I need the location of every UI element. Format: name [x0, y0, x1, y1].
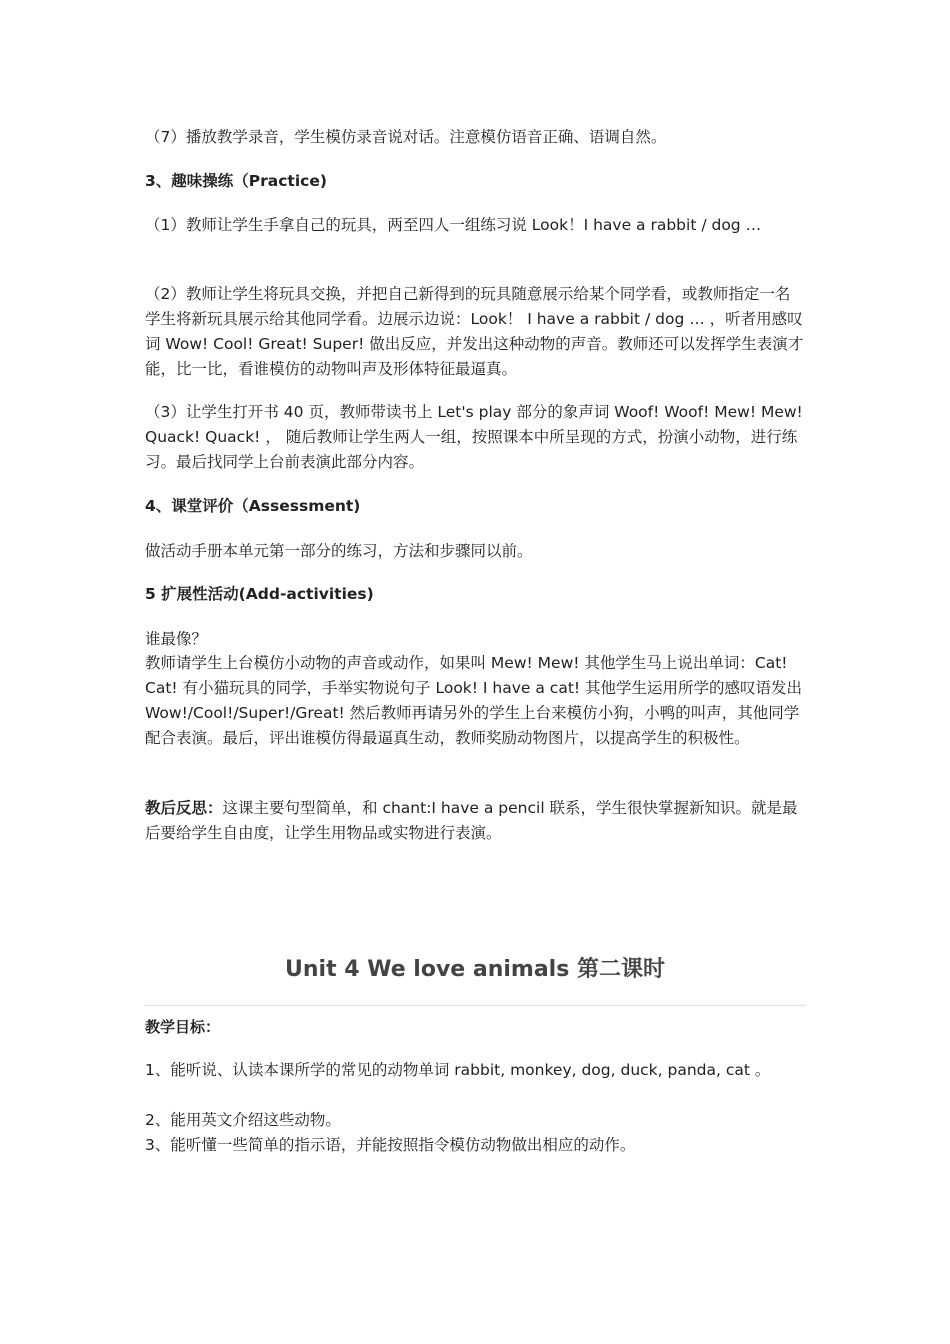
- add-activities-heading: 5 扩展性活动(Add-activities): [145, 585, 374, 603]
- step-7-paragraph: （7）播放教学录音，学生模仿录音说对话。注意模仿语音正确、语调自然。: [145, 128, 667, 146]
- goals-heading: 教学目标：: [145, 1018, 221, 1036]
- practice-step-3: （3）让学生打开书 40 页，教师带读书上 Let's play 部分的象声词 Woof! Woof! Mew! Mew! Quack! Quack! ， 随后教师让学生两人一组，按照课本中所呈现的方式，扮演小动物，进行练习。最后找同学上台前表演此部分内容。: [145, 403, 803, 471]
- practice-step-2: （2）教师让学生将玩具交换，并把自己新得到的玩具随意展示给某个同学看，或教师指定一名学生将新玩具展示给其他同学看。边展示边说：Look！ I have a rabbit / dog … ，听者用感叹词 Wow! Cool! Great! Super! 做出反应，并发出这种动物的声音。教师还可以发挥学生表演才能，比一比，看谁模仿的动物叫声及形体特征最逼真。: [145, 285, 804, 378]
- reflection-text: 这课主要句型简单，和 chant:I have a pencil 联系，学生很快掌握新知识。就是最后要给学生自由度，让学生用物品或实物进行表演。: [145, 799, 798, 842]
- unit-title: Unit 4 We love animals 第二课时: [285, 957, 665, 982]
- assessment-heading: 4、课堂评价（Assessment): [145, 497, 361, 515]
- goal-1: 1、能听说、认读本课所学的常见的动物单词 rabbit, monkey, dog, duck, panda, cat 。: [145, 1061, 771, 1079]
- title-divider: [145, 1005, 805, 1006]
- assessment-paragraph: 做活动手册本单元第一部分的练习，方法和步骤同以前。: [145, 542, 533, 560]
- goal-2: 2、能用英文介绍这些动物。: [145, 1111, 341, 1129]
- reflection-paragraph: [145, 796, 805, 846]
- practice-step-1: （1）教师让学生手拿自己的玩具，两至四人一组练习说 Look！I have a rabbit / dog …: [145, 216, 762, 234]
- practice-heading: 3、趣味操练（Practice): [145, 172, 327, 190]
- goal-3: 3、能听懂一些简单的指示语，并能按照指令模仿动物做出相应的动作。: [145, 1136, 636, 1154]
- activity-description: 教师请学生上台模仿小动物的声音或动作，如果叫 Mew! Mew! 其他学生马上说出单词：Cat! Cat! 有小猫玩具的同学，手举实物说句子 Look! I have a cat! 其他学生运用所学的感叹语发出 Wow!/Cool!/Super!/Great! 然后教师再请另外的学生上台来模仿小狗，小鸭的叫声，其他同学配合表演。最后，评出谁模仿得最逼真生动，教师奖励动物图片，以提高学生的积极性。: [145, 654, 803, 747]
- reflection-label: 教后反思：: [145, 799, 223, 817]
- activity-title: 谁最像？: [145, 630, 208, 648]
